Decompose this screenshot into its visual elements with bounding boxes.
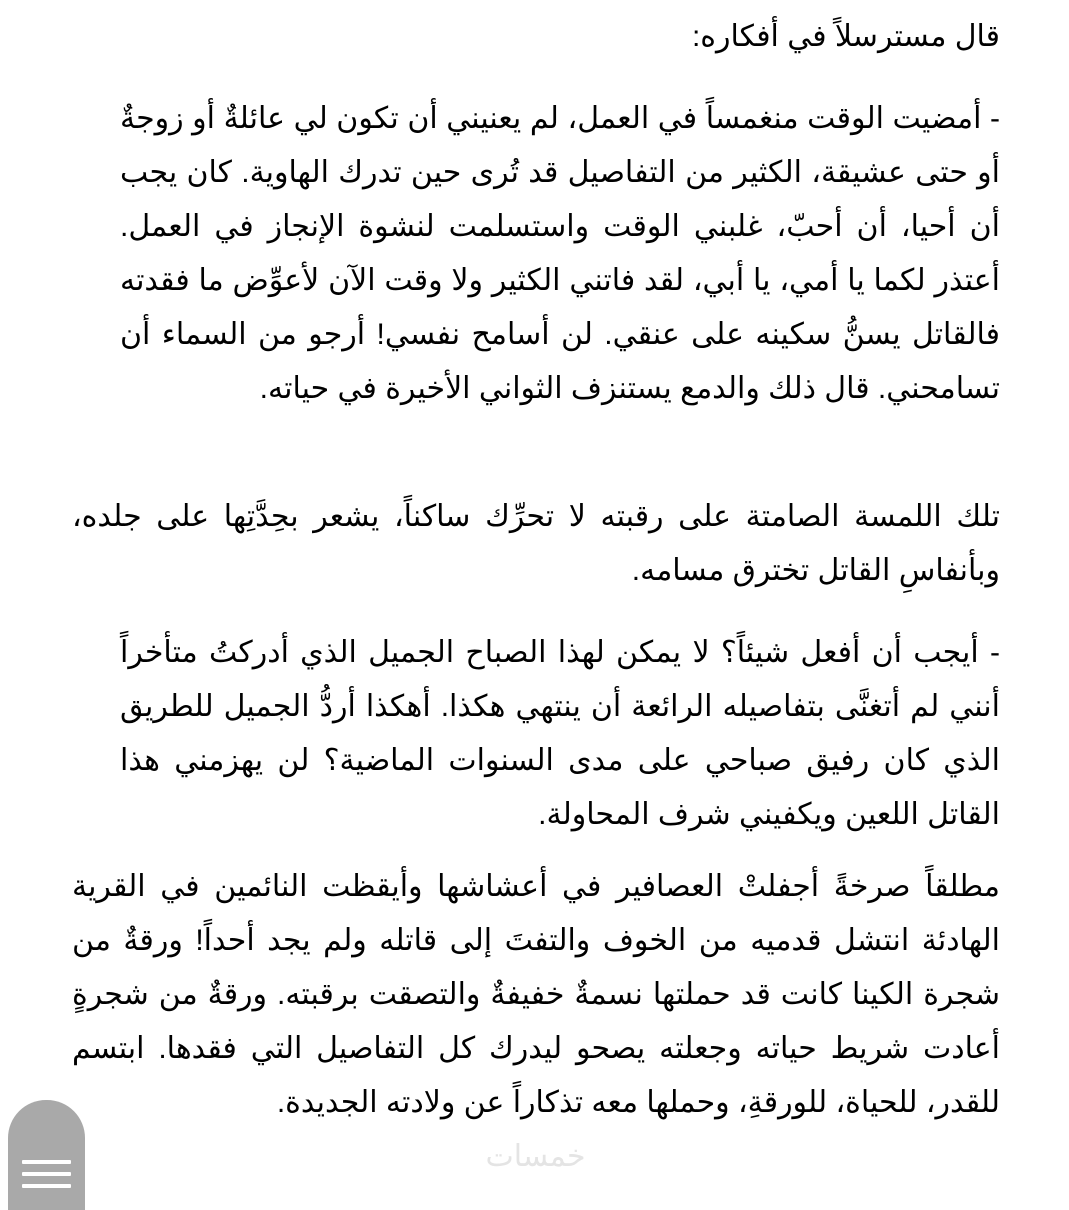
- menu-button[interactable]: [8, 1100, 85, 1210]
- site-watermark: خمسات: [485, 1139, 586, 1174]
- paragraph-intro: قال مسترسلاً في أفكاره:: [691, 20, 1000, 53]
- paragraph-monologue-1: - أمضيت الوقت منغمساً في العمل، لم يعنيني أن تكون لي عائلةٌ أو زوجةٌ أو حتى عشيقة، الكثير من التفاصيل قد تُرى حين تدرك الهاوية. كان يجب أن أحيا، أن أحبّ، غلبني الوقت واستسلمت لنشوة الإنجاز في العمل. أعتذر لكما يا أمي، يا أبي، لقد فاتني الكثير ولا وقت الآن لأعوِّض ما فقدته فالقاتل يسنُّ سكينه على عنقي. لن أسامح نفسي! أرجو من السماء أن تسامحني. قال ذلك والدمع يستنزف الثواني الأخيرة في حياته.: [120, 102, 1000, 405]
- paragraph-monologue-2: - أيجب أن أفعل شيئاً؟ لا يمكن لهذا الصباح الجميل الذي أدركتُ متأخراً أنني لم أتغنَّى بتفاصيله الرائعة أن ينتهي هكذا. أهكذا أردُّ الجميل للطريق الذي كان رفيق صباحي على مدى السنوات الماضية؟ لن يهزمني هذا القاتل اللعين ويكفيني شرف المحاولة.: [120, 636, 1000, 831]
- paragraph-narration-1: تلك اللمسة الصامتة على رقبته لا تحرِّك ساكناً، يشعر بحِدَّتِها على جلده، وبأنفاسِ القاتل تخترق مسامه.: [72, 500, 1000, 587]
- paragraph-narration-2: مطلقاً صرخةً أجفلتْ العصافير في أعشاشها وأيقظت النائمين في القرية الهادئة انتشل قدميه من الخوف والتفتَ إلى قاتله ولم يجد أحداً! ورقةٌ من شجرة الكينا كانت قد حملتها نسمةٌ خفيفةٌ والتصقت برقبته. ورقةٌ من شجرةٍ أعادت شريط حياته وجعلته يصحو ليدرك كل التفاصيل التي فقدها. ابتسم للقدر، للحياة، للورقةِ، وحملها معه تذكاراً عن ولادته الجديدة.: [72, 870, 1000, 1119]
